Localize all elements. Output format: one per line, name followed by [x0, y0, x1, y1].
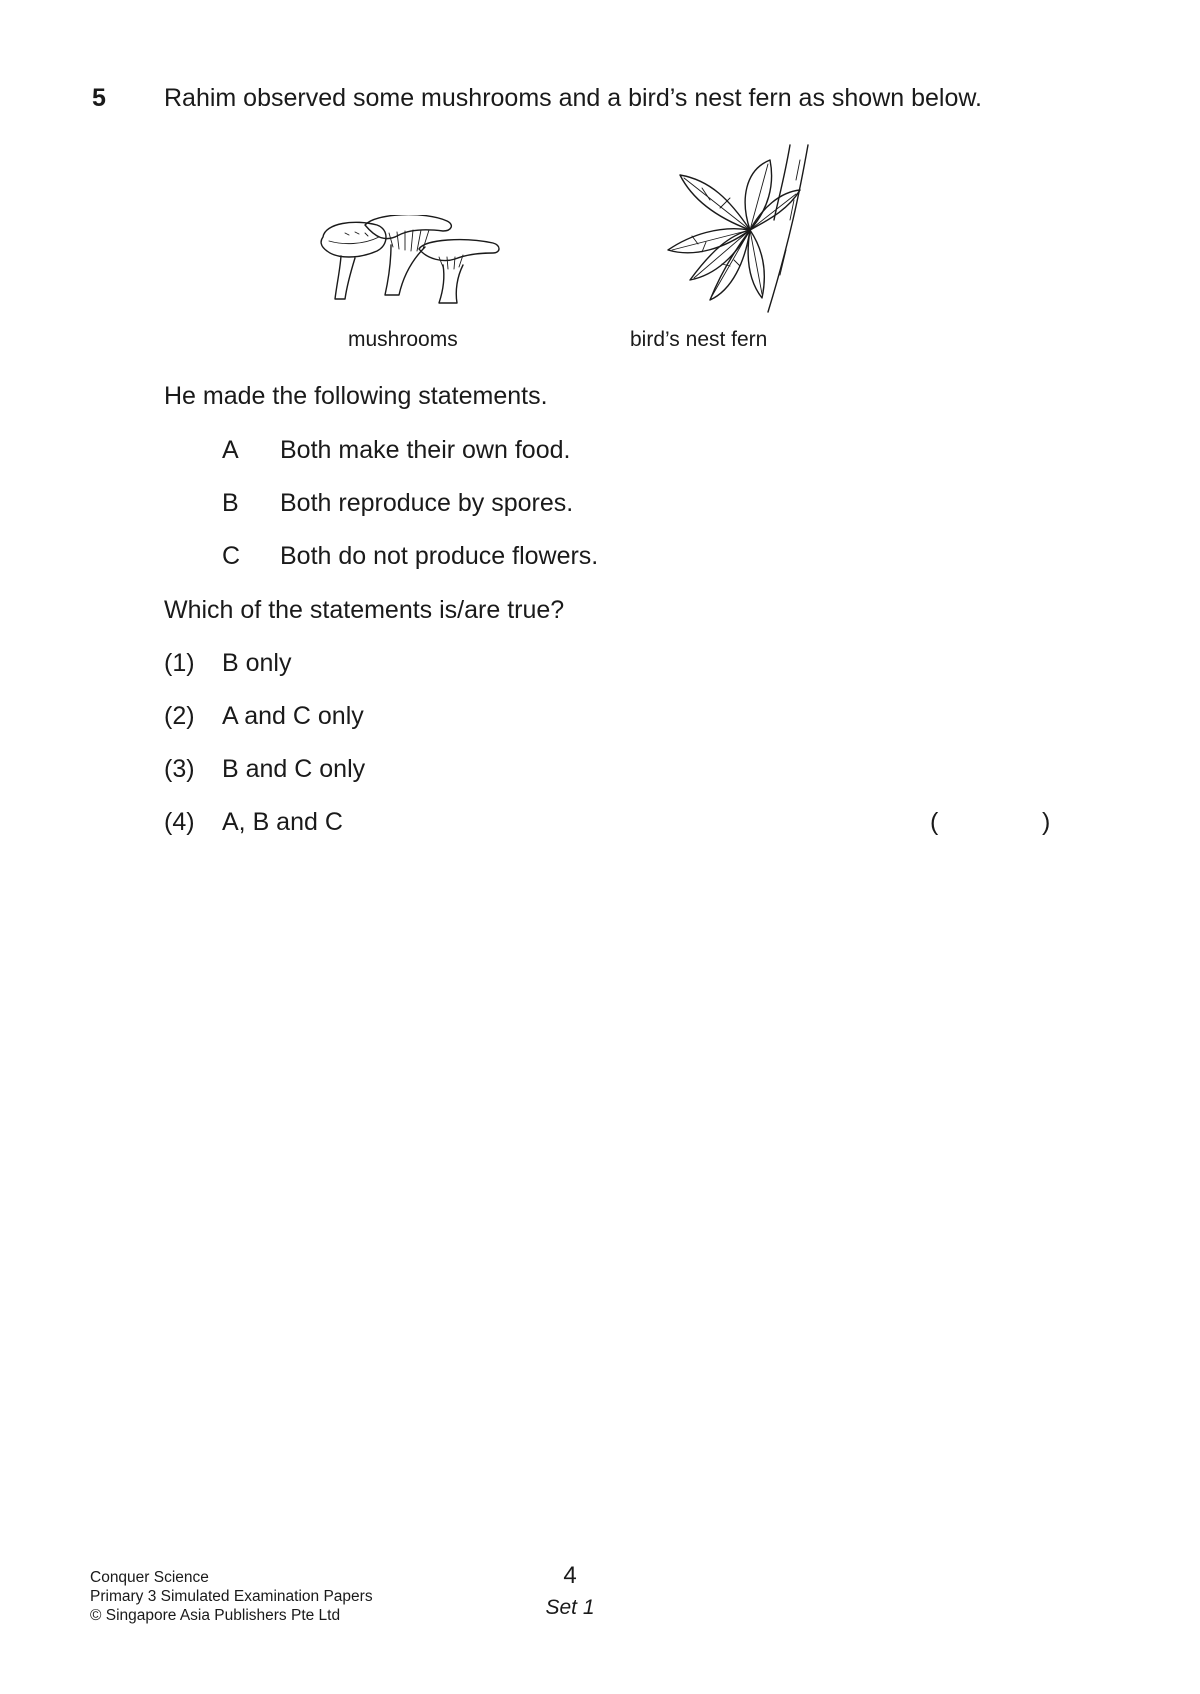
mushrooms-illustration: [315, 215, 525, 315]
answer-box[interactable]: [930, 808, 1060, 842]
statement-letter: A: [222, 436, 239, 464]
mushrooms-caption: mushrooms: [348, 328, 458, 351]
answer-bracket-close: ): [1042, 808, 1051, 836]
set-label: Set 1: [545, 1596, 595, 1619]
option-label: (2): [164, 702, 195, 730]
question-number: 5: [92, 84, 106, 112]
footer-copyright: © Singapore Asia Publishers Pte Ltd: [90, 1607, 341, 1624]
option-text: A, B and C: [222, 808, 343, 836]
option-text: A and C only: [222, 702, 364, 730]
footer-series: Primary 3 Simulated Examination Papers: [90, 1588, 373, 1605]
footer-book-title: Conquer Science: [90, 1569, 209, 1586]
page-number: 4: [563, 1562, 577, 1589]
statement-text: Both do not produce flowers.: [280, 542, 599, 570]
statement-letter: C: [222, 542, 241, 570]
option-label: (4): [164, 808, 195, 836]
option-text: B and C only: [222, 755, 366, 783]
option-text: B only: [222, 649, 292, 677]
statement-letter: B: [222, 489, 239, 517]
option-label: (3): [164, 755, 195, 783]
option-label: (1): [164, 649, 195, 677]
footer-publisher-info: [90, 1568, 373, 1625]
statements-intro: He made the following statements.: [164, 382, 548, 410]
birds-nest-fern-caption: bird’s nest fern: [630, 328, 768, 351]
answer-bracket-open: (: [930, 808, 939, 836]
question-prompt: Which of the statements is/are true?: [164, 596, 565, 624]
question-text: Rahim observed some mushrooms and a bird’s nest fern as shown below.: [164, 84, 983, 112]
statement-text: Both reproduce by spores.: [280, 489, 574, 517]
birds-nest-fern-illustration: [650, 140, 830, 315]
statement-text: Both make their own food.: [280, 436, 571, 464]
